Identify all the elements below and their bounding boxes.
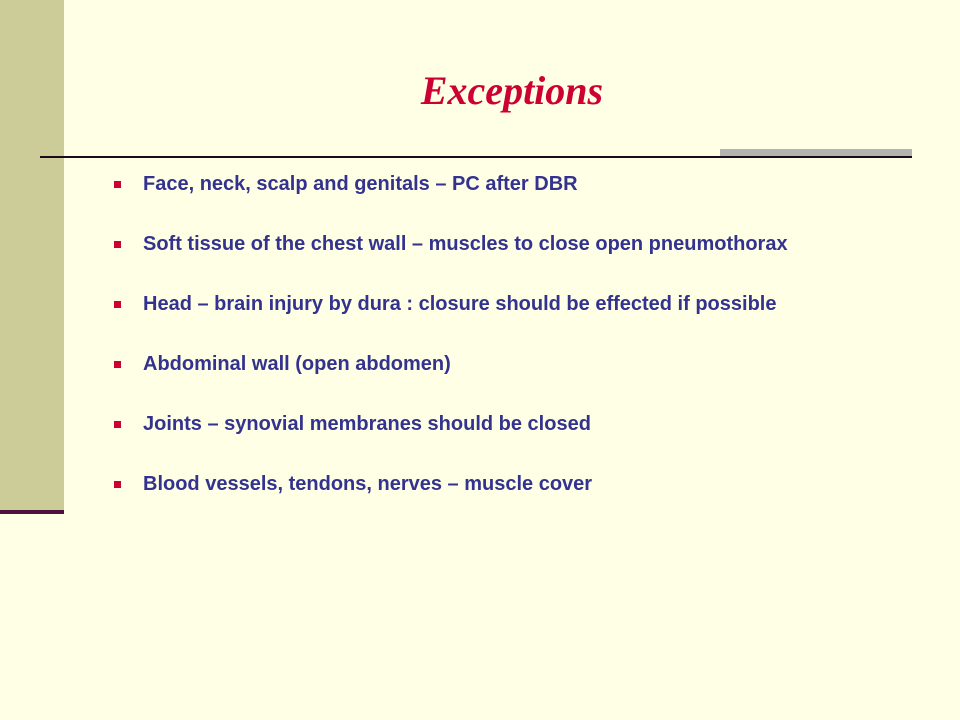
square-bullet-icon xyxy=(114,481,121,488)
square-bullet-icon xyxy=(114,181,121,188)
square-bullet-icon xyxy=(114,241,121,248)
square-bullet-icon xyxy=(114,301,121,308)
bullet-text: Face, neck, scalp and genitals – PC after DBR xyxy=(143,173,578,195)
bullet-item xyxy=(112,471,912,497)
title-underline-rule xyxy=(40,156,912,158)
bullet-item xyxy=(112,351,912,377)
bullet-item xyxy=(112,171,912,197)
bullet-text: Joints – synovial membranes should be closed xyxy=(143,413,591,435)
bullet-text: Soft tissue of the chest wall – muscles to close open pneumothorax xyxy=(143,233,788,255)
square-bullet-icon xyxy=(114,361,121,368)
bullet-item xyxy=(112,411,912,437)
left-accent-rule xyxy=(0,510,64,514)
left-decorative-band xyxy=(0,0,64,510)
bullet-list xyxy=(112,171,912,497)
square-bullet-icon xyxy=(114,421,121,428)
bullet-item xyxy=(112,291,912,317)
slide-title: Exceptions xyxy=(420,68,604,113)
bullet-text: Abdominal wall (open abdomen) xyxy=(143,353,451,375)
bullet-text: Head – brain injury by dura : closure should be effected if possible xyxy=(143,293,777,315)
bullet-item xyxy=(112,231,912,257)
bullet-text: Blood vessels, tendons, nerves – muscle cover xyxy=(143,473,593,495)
title-gray-accent-bar xyxy=(720,149,912,156)
